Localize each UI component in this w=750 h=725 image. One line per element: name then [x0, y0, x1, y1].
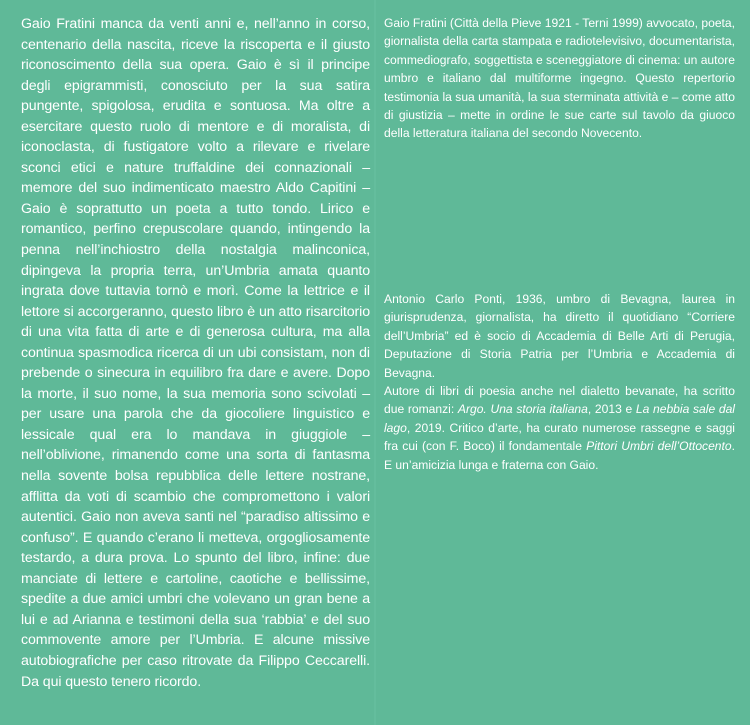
author-bio-gaio-fratini	[384, 14, 735, 143]
book-title-argo: Argo. Una storia italiana	[457, 402, 588, 417]
left-column-blurb	[21, 14, 370, 692]
author-bio-antonio-carlo-ponti	[384, 290, 735, 474]
book-title-pittori: Pittori Umbri dell’Ottocento	[586, 439, 732, 454]
ponti-bio-paragraph-1: Antonio Carlo Ponti, 1936, umbro di Bevagna, laurea in giurisprudenza, giornalista, ha diretto il quotidiano “Corriere dell’Umbria” ed è socio di Accademia di Belle Arti di Perugia, Deputazione di Storia Patria per l’Umbria e Accademia di Bevagna.	[384, 292, 735, 380]
page-fold-divider	[374, 0, 376, 725]
ponti-bio-paragraph-2	[384, 382, 735, 474]
book-title-nebbia: La nebbia sale dal lago	[384, 402, 735, 435]
text-span: , 2019. Critico d’arte, ha curato numerose rassegne e saggi fra cui (con F. Boco) il fondamentale	[384, 420, 735, 454]
text-span: . E un’amicizia lunga e fraterna con Gaio.	[384, 439, 735, 472]
text-span: , 2013 e	[587, 402, 636, 417]
bio-paragraph: Gaio Fratini (Città della Pieve 1921 - Terni 1999) avvocato, poeta, giornalista della carta stampata e radiotelevisivo, documentarista, commediografo, soggettista e sceneggiatore di cinema: un autore umbro e italiano dal multiforme ingegno. Questo repertorio testimonia la sua umanità, la sua sterminata attività e – come atto di giustizia – mette in ordine le sue carte sul tavolo da giuoco della letteratura italiana del secondo Novecento.	[384, 16, 735, 141]
text-span: Autore di libri di poesia anche nel dialetto bevanate, ha scritto due romanzi:	[384, 384, 735, 417]
blurb-paragraph: Gaio Fratini manca da venti anni e, nell’anno in corso, centenario della nascita, riceve la riscoperta e il giusto riconoscimento della sua opera. Gaio è sì il principe degli epigrammisti, conosciuto per la sua satira pungente, spigolosa, erudita e sontuosa. Ma oltre a esercitare questo ruolo di mentore e di moralista, di iconoclasta, di fustigatore volto a rilevare e rivelare sconci etici e nature truffaldine dei connazionali – memore del suo indimenticato maestro Aldo Capitini – Gaio è soprattutto un poeta a tutto tondo. Lirico e romantico, perfino crepuscolare quando, intingendo la penna nell’inchiostro della nostalgia malinconica, dipingeva la propria terra, un’Umbria amata quanto ingrata dove tuttavia tornò e morì. Come la lettrice e il lettore si accorgeranno, questo libro è un atto risarcitorio di una vita fatta di arte e di generosa cultura, ma alla continua spasmodica ricerca di un ubi consistam, non di prebende o sinecura in equilibro fra dare e avere. Dopo la morte, il suo nome, la sua memoria sono scivolati – per usare una parola che da giocoliere linguistico e lessicale qual era lo mandava in giuggiole – nell’oblivione, rimanendo come una sorta di fantasma nella sovente bolsa repubblica delle lettere nostrane, afflitta da voti di scambio che compromettono i valori autentici. Gaio non aveva santi nel “paradiso altissimo e confuso”. E quando c’erano li metteva, orgogliosamente testardo, a dura prova. Lo spunto del libro, infine: due manciate di lettere e cartoline, caotiche e bellissime, spedite a due amici umbri che volevano un gran bene a lui e ad Arianna e testimoni della sua ‘rabbia’ e del suo commovente amore per l’Umbria. E alcune missive autobiografiche per caso ritrovate da Filippo Ceccarelli. Da qui questo tenero ricordo.	[21, 16, 370, 690]
